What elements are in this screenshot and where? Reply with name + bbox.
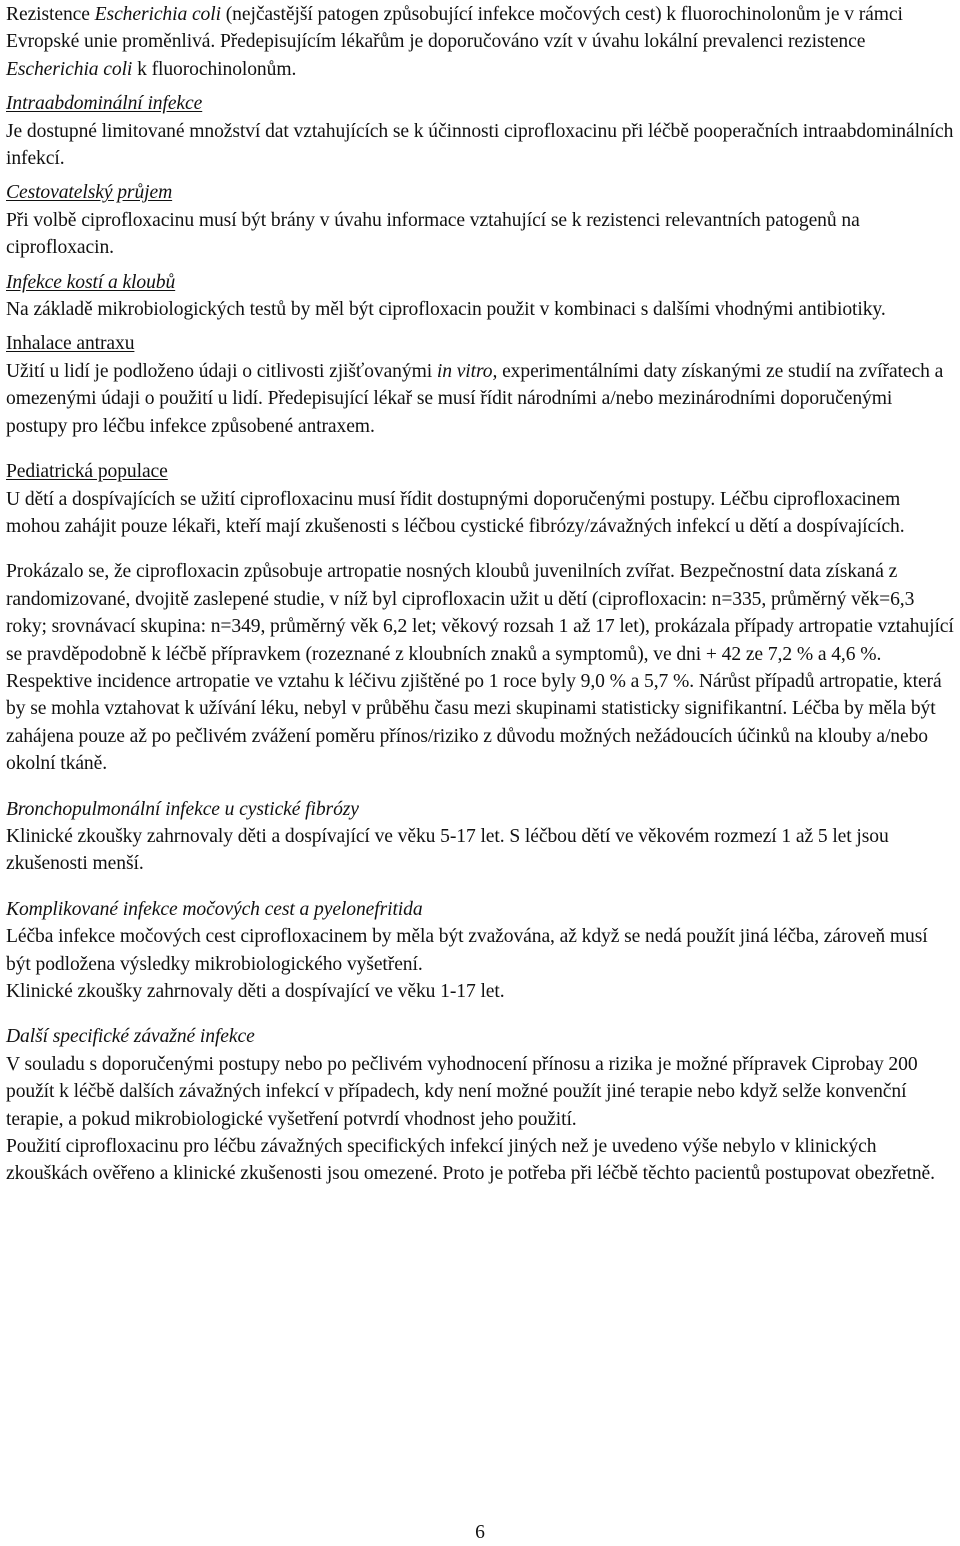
- heading-uti: Komplikované infekce močových cest a pyelonefritida: [6, 898, 423, 920]
- page-number: 6: [475, 1522, 485, 1543]
- text-anthrax-italic: in vitro,: [436, 360, 498, 382]
- text-intraabdominal: Je dostupné limitované množství dat vztahujících se k účinnosti ciprofloxacinu při léčbě pooperačních intraabdominálních infekcí.: [6, 120, 954, 170]
- intro-text-1: Rezistence: [6, 4, 95, 25]
- text-cf: Klinické zkoušky zahrnovaly děti a dospívající ve věku 5-17 let. S léčbou dětí ve věkovém rozmezí 1 až 5 let jsou zkušenosti menší.: [6, 825, 889, 875]
- text-other-1: V souladu s doporučenými postupy nebo po pečlivém vyhodnocení přínosu a rizika je možné přípravek Ciprobay 200 použít k léčbě dalších závažných infekcí v případech, kdy není možné použít jiné terapie nebo když selže konvenční terapie, a pokud mikrobiologické vyšetření potvrdí vhodnost jeho použití.: [6, 1053, 918, 1130]
- heading-travel: Cestovatelský průjem: [6, 182, 173, 204]
- heading-intraabdominal: Intraabdominální infekce: [6, 93, 203, 115]
- intro-italic-1: Escherichia coli: [94, 4, 221, 25]
- intro-italic-2: Escherichia coli: [6, 58, 133, 80]
- text-bones: Na základě mikrobiologických testů by měl být ciprofloxacin použit v kombinaci s dalšími vhodnými antibiotiky.: [6, 299, 886, 321]
- intro-paragraph: [6, 1, 954, 83]
- document-page: [6, 0, 954, 1188]
- text-anthrax: [6, 358, 954, 440]
- text-anthrax-1: Užití u lidí je podloženo údaji o citlivosti zjišťovanými: [6, 360, 437, 382]
- heading-bones: Infekce kostí a kloubů: [6, 271, 176, 293]
- heading-cf: Bronchopulmonální infekce u cystické fibrózy: [6, 798, 359, 820]
- heading-other: Další specifické závažné infekce: [6, 1026, 255, 1048]
- text-other-2: Použití ciprofloxacinu pro léčbu závažných specifických infekcí jiných než je uvedeno výše nebylo v klinických zkouškách ověřeno a klinické zkušenosti jsou omezené. Proto je potřeba při léčbě těchto pacientů postupovat obezřetně.: [6, 1136, 935, 1185]
- intro-text-3: k fluorochinolonům.: [132, 58, 297, 80]
- text-arthropathy: Prokázalo se, že ciprofloxacin způsobuje artropatie nosných kloubů juvenilních zvířat. Bezpečnostní data získaná z randomizované, dvojitě zaslepené studie, v níž byl ciprofloxacin užit u dětí (ciprofloxacin: n=335, průměrný věk=6,3 roky; srovnávací skupina: n=349, průměrný věk 6,2 let; věkový rozsah 1 až 17 let), prokázala případy artropatie vztahující se pravděpodobně k léčbě přípravkem (rozeznané z kloubních znaků a symptomů), ve dni + 42 ze 7,2 % a 4,6 %. Respektive incidence artropatie ve vztahu k léčivu zjištěné po 1 roce byly 9,0 % a 5,7 %. Nárůst případů artropatie, která by se mohla vztahovat k užívání léku, nebyl v průběhu času mezi skupinami statisticky signifikantní. Léčba by měla být zahájena pouze až po pečlivém zvážení poměru přínos/riziko z důvodu možných nežádoucích účinků na klouby a/nebo okolní tkáně.: [6, 561, 954, 775]
- intro-text-2: (nejčastější patogen způsobující infekce močových cest) k fluorochinolonům je v rámci Evropské unie proměnlivá. Předepisujícím lékařům je doporučováno vzít v úvahu lokální prevalenci rezistence: [6, 4, 903, 53]
- text-travel: Při volbě ciprofloxacinu musí být brány v úvahu informace vztahující se k rezistenci relevantních patogenů na ciprofloxacin.: [6, 209, 860, 259]
- heading-pediatric: Pediatrická populace: [6, 461, 168, 483]
- text-pediatric: U dětí a dospívajících se užití ciprofloxacinu musí řídit dostupnými doporučenými postupy. Léčbu ciprofloxacinem mohou zahájit pouze lékaři, kteří mají zkušenosti s léčbou cystické fibrózy/závažných infekcí u dětí a dospívajících.: [6, 488, 905, 537]
- heading-anthrax: Inhalace antraxu: [6, 333, 135, 355]
- text-uti-2: Klinické zkoušky zahrnovaly děti a dospívající ve věku 1-17 let.: [6, 981, 505, 1002]
- text-uti-1: Léčba infekce močových cest ciprofloxacinem by měla být zvažována, až když se nedá použít jiná léčba, zároveň musí být podložena výsledky mikrobiologického vyšetření.: [6, 926, 928, 975]
- text-anthrax-2: experimentálními daty získanými ze studií na zvířatech a omezenými údaji o použití u lidí. Předepisující lékař se musí řídit národními a/nebo mezinárodními doporučenými postupy pro léčbu infekce způsobené antraxem.: [6, 360, 944, 437]
